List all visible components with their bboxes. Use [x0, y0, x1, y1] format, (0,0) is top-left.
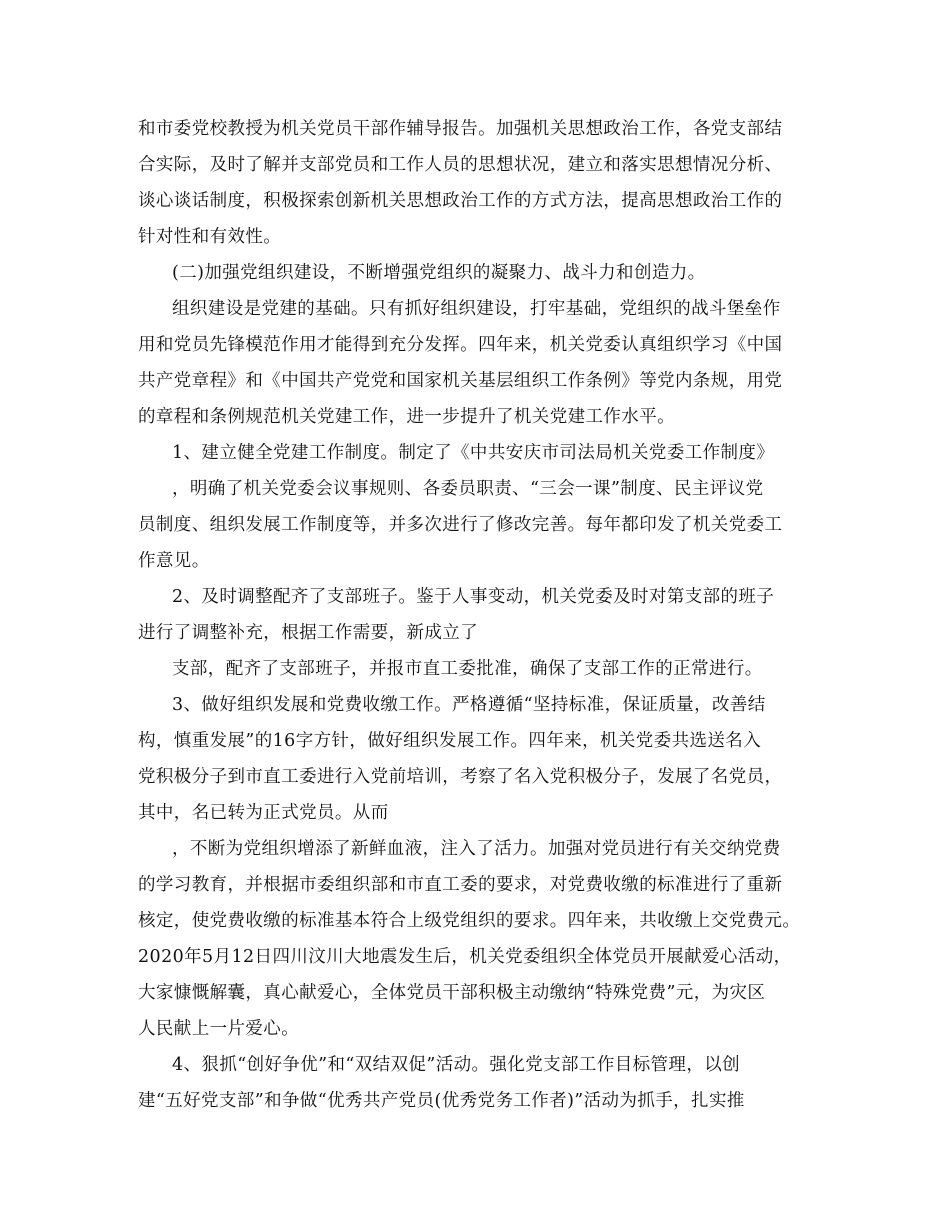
item-heading-line: 4、狠抓“创好争优”和“双结双促”活动。强化党支部工作目标管理，以创: [172, 1055, 741, 1075]
body-text-line: ，明确了机关党委会议事规则、各委员职责、“三会一课”制度、民主评议党: [172, 479, 764, 499]
body-text-line: 谈心谈话制度，积极探索创新机关思想政治工作的方式方法，提高思想政治工作的: [138, 191, 783, 211]
body-text-line: 人民献上一片爱心。: [138, 1019, 300, 1039]
body-text-line: 和市委党校教授为机关党员干部作辅导报告。加强机关思想政治工作，各党支部结: [138, 119, 783, 139]
body-text-line: 大家慷慨解囊，真心献爱心，全体党员干部积极主动缴纳“特殊党费”元，为灾区: [138, 983, 766, 1003]
item-heading-line: 3、做好组织发展和党费收缴工作。严格遵循“坚持标准，保证质量，改善结: [172, 695, 766, 715]
body-text-line: 合实际，及时了解并支部党员和工作人员的思想状况，建立和落实思想情况分析、: [138, 155, 783, 175]
body-text-line: 组织建设是党建的基础。只有抓好组织建设，打牢基础，党组织的战斗堡垒作: [172, 299, 781, 319]
body-text-line: 针对性和有效性。: [138, 227, 282, 247]
body-text-line: 作意见。: [138, 551, 210, 571]
item-heading-line: 1、建立健全党建工作制度。制定了《中共安庆市司法局机关党委工作制度》: [172, 443, 775, 463]
body-text-line: 党积极分子到市直工委进行入党前培训，考察了名入党积极分子，发展了名党员，: [138, 767, 783, 787]
body-text-line: ，不断为党组织增添了新鲜血液，注入了活力。加强对党员进行有关交纳党费: [172, 839, 781, 859]
section-heading: (二)加强党组织建设，不断增强党组织的凝聚力、战斗力和创造力。: [172, 263, 706, 283]
body-text-line: 构，慎重发展”的16字方针，做好组织发展工作。四年来，机关党委共选送名入: [138, 731, 762, 751]
item-heading-line: 2、及时调整配齐了支部班子。鉴于人事变动，机关党委及时对第支部的班子: [172, 587, 775, 607]
body-text-line: 员制度、组织发展工作制度等，并多次进行了修改完善。每年都印发了机关党委工: [138, 515, 783, 535]
body-text-line: 用和党员先锋模范作用才能得到充分发挥。四年来，机关党委认真组织学习《中国: [138, 335, 783, 355]
body-text-line: 核定，使党费收缴的标准基本符合上级党组织的要求。四年来，共收缴上交党费元。: [138, 911, 801, 931]
body-text-line: 共产党章程》和《中国共产党党和国家机关基层组织工作条例》等党内条规，用党: [138, 371, 783, 391]
body-text-line: 2020年5月12日四川汶川大地震发生后，机关党委组织全体党员开展献爱心活动，: [138, 947, 792, 967]
body-text-line: 建“五好党支部”和争做“优秀共产党员(优秀党务工作者)”活动为抓手，扎实推: [138, 1091, 745, 1111]
body-text-line: 的学习教育，并根据市委组织部和市直工委的要求，对党费收缴的标准进行了重新: [138, 875, 783, 895]
body-text-line: 进行了调整补充，根据工作需要，新成立了: [138, 623, 479, 643]
body-text-line: 支部，配齐了支部班子，并报市直工委批准，确保了支部工作的正常进行。: [172, 659, 763, 679]
body-text-line: 的章程和条例规范机关党建工作，进一步提升了机关党建工作水平。: [138, 407, 675, 427]
body-text-line: 其中，名已转为正式党员。从而: [138, 803, 389, 823]
